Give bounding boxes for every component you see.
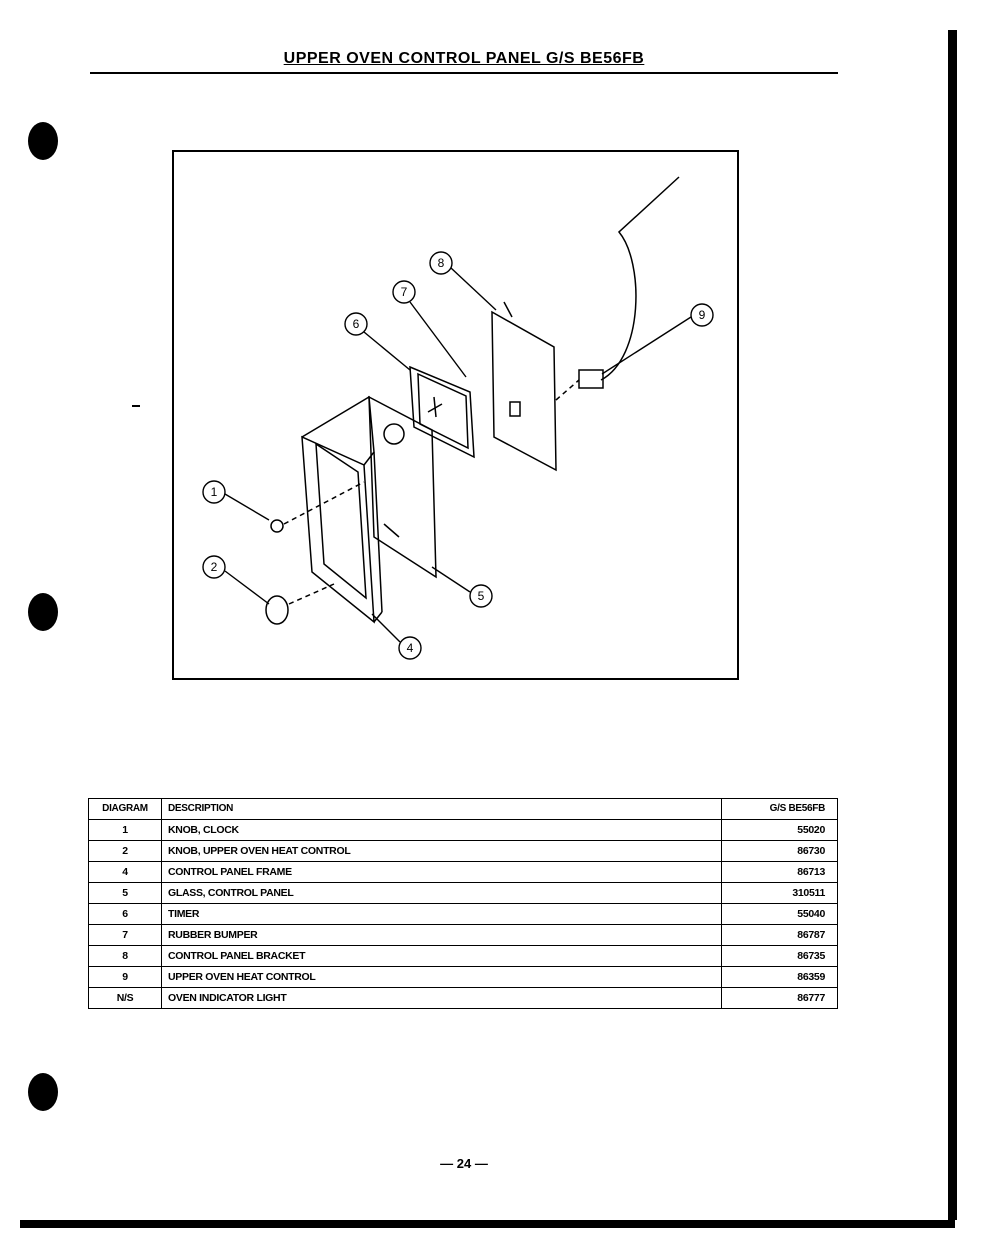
table-row: [89, 841, 838, 862]
cell-part-number: 55020: [722, 820, 838, 841]
cell-description: CONTROL PANEL FRAME: [162, 862, 722, 883]
cell-diagram: 5: [89, 883, 162, 904]
cell-part-number: 86777: [722, 988, 838, 1009]
cell-part-number: 86787: [722, 925, 838, 946]
cell-diagram: 8: [89, 946, 162, 967]
scan-mark: [132, 405, 140, 407]
table-row: [89, 904, 838, 925]
cell-diagram: 6: [89, 904, 162, 925]
callout-label: 4: [406, 641, 414, 655]
table-row: [89, 967, 838, 988]
cell-diagram: 9: [89, 967, 162, 988]
callout-label: 1: [210, 485, 218, 499]
cell-part-number: 86713: [722, 862, 838, 883]
callout-label: 2: [210, 560, 218, 574]
binder-hole-bottom: [28, 1073, 58, 1111]
cell-diagram: N/S: [89, 988, 162, 1009]
cell-description: CONTROL PANEL BRACKET: [162, 946, 722, 967]
cell-diagram: 1: [89, 820, 162, 841]
callout-label: 6: [352, 317, 360, 331]
header-part-number: G/S BE56FB: [722, 799, 838, 820]
cell-description: UPPER OVEN HEAT CONTROL: [162, 967, 722, 988]
parts-table: [88, 798, 838, 1009]
table-header-row: [89, 799, 838, 820]
table-row: [89, 988, 838, 1009]
title-rule: [90, 72, 838, 74]
cell-description: RUBBER BUMPER: [162, 925, 722, 946]
callout-label: 9: [698, 308, 706, 322]
cell-description: KNOB, CLOCK: [162, 820, 722, 841]
page-edge-bottom: [20, 1220, 955, 1228]
control-panel-bracket-drawing: [492, 302, 556, 470]
table-row: [89, 820, 838, 841]
cell-part-number: 310511: [722, 883, 838, 904]
cell-diagram: 4: [89, 862, 162, 883]
header-description: DESCRIPTION: [162, 799, 722, 820]
page-title: UPPER OVEN CONTROL PANEL G/S BE56FB: [283, 50, 645, 67]
table-row: [89, 862, 838, 883]
cell-part-number: 86359: [722, 967, 838, 988]
page-edge-right: [948, 30, 957, 1220]
header-diagram: DIAGRAM: [89, 799, 162, 820]
table-row: [89, 946, 838, 967]
cell-part-number: 55040: [722, 904, 838, 925]
callouts: [203, 252, 713, 659]
callout-label: 7: [400, 285, 408, 299]
exploded-diagram: [172, 150, 739, 680]
cell-description: GLASS, CONTROL PANEL: [162, 883, 722, 904]
cell-part-number: 86730: [722, 841, 838, 862]
cell-description: TIMER: [162, 904, 722, 925]
cell-diagram: 7: [89, 925, 162, 946]
binder-hole-middle: [28, 593, 58, 631]
heat-control-drawing: [556, 177, 679, 400]
cell-diagram: 2: [89, 841, 162, 862]
page-number: — 24 —: [440, 1156, 488, 1171]
cell-part-number: 86735: [722, 946, 838, 967]
cell-description: KNOB, UPPER OVEN HEAT CONTROL: [162, 841, 722, 862]
cell-description: OVEN INDICATOR LIGHT: [162, 988, 722, 1009]
timer-drawing: [410, 367, 474, 457]
callout-label: 8: [437, 256, 445, 270]
table-row: [89, 883, 838, 904]
binder-hole-top: [28, 122, 58, 160]
callout-label: 5: [477, 589, 485, 603]
table-row: [89, 925, 838, 946]
